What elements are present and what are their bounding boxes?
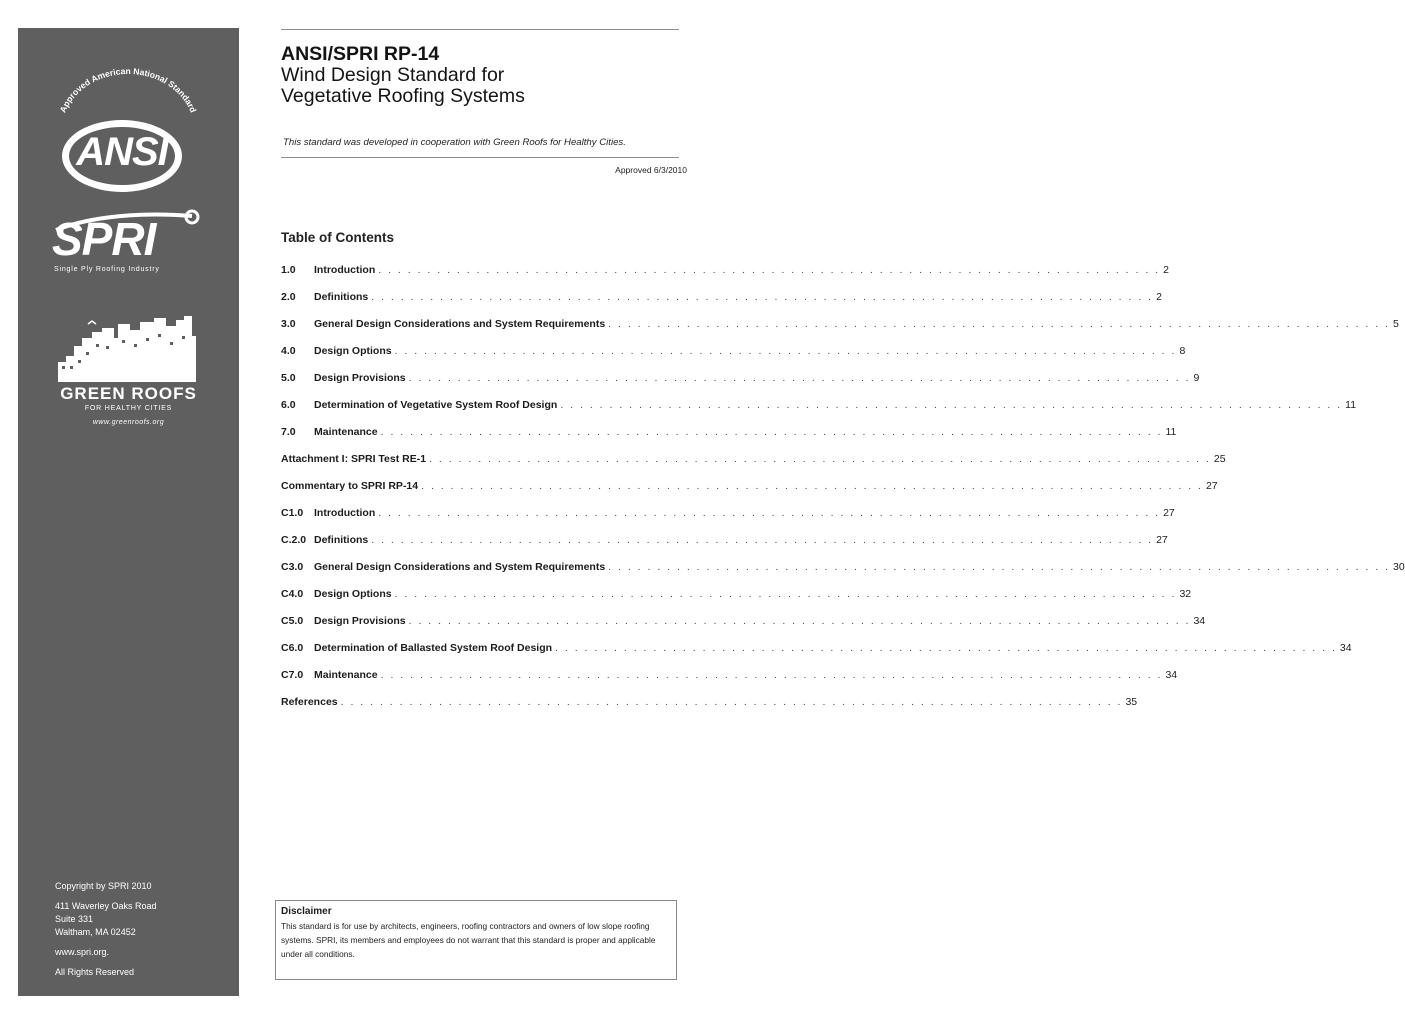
approved-date: Approved 6/3/2010 <box>615 165 687 175</box>
toc-entry[interactable] <box>281 318 1399 334</box>
toc-entry[interactable] <box>281 588 1192 604</box>
toc-entry-page: 11 <box>1345 399 1357 411</box>
toc-entry-title: Determination of Vegetative System Roof Design <box>314 399 558 411</box>
toc-entry-page: 8 <box>1179 345 1186 357</box>
toc-entry-page: 2 <box>1156 291 1162 303</box>
toc-entry-page: 34 <box>1165 669 1178 681</box>
toc-entry-title: Introduction <box>314 507 376 519</box>
toc-entry-title: Design Provisions <box>314 372 406 384</box>
toc-entry[interactable] <box>281 372 1200 388</box>
ansi-logo <box>18 65 239 198</box>
toc-entry-number: C3.0 <box>281 561 304 573</box>
toc-dot-leader: . . . . . . . . . . . . . . . . . . . . . . . . . . . . . . . . . . . . . . . . . . . . . . . . . . . . . . . . . . . . . . . . . . . . . . . . . . . . . . . . <box>394 588 1177 600</box>
green-roofs-subtitle: FOR HEALTHY CITIES <box>84 405 173 412</box>
green-roofs-logo <box>18 316 239 436</box>
title-line-3: Vegetative Roofing Systems <box>281 85 525 107</box>
toc-entry-page: 2 <box>1163 264 1169 276</box>
toc-entry-number: 6.0 <box>281 399 296 411</box>
toc-entry-title: Definitions <box>314 291 369 303</box>
toc-entry-number: C7.0 <box>281 669 304 681</box>
toc-dot-leader: . . . . . . . . . . . . . . . . . . . . . . . . . . . . . . . . . . . . . . . . . . . . . . . . . . . . . . . . . . . . . . . . . . . . . . . . . . . . . . . . <box>378 264 1161 276</box>
address-line-1: 411 Waverley Oaks Road <box>55 901 157 911</box>
toc-entry-number: C4.0 <box>281 588 304 600</box>
toc-entry-page: 30 <box>1393 561 1405 573</box>
toc-entry[interactable] <box>281 696 1138 712</box>
toc-entry-page: 34 <box>1339 642 1352 654</box>
toc-entry[interactable] <box>281 642 1352 658</box>
toc-dot-leader: . . . . . . . . . . . . . . . . . . . . . . . . . . . . . . . . . . . . . . . . . . . . . . . . . . . . . . . . . . . . . . . . . . . . . . . . . . . . . . . . <box>608 561 1391 573</box>
toc-entry-title: General Design Considerations and System Requirements <box>314 561 606 573</box>
toc-entry[interactable] <box>281 291 1162 307</box>
toc-entry-title: General Design Considerations and System Requirements <box>314 318 606 330</box>
toc-entry-number: C1.0 <box>281 507 304 519</box>
toc-entry-number: 2.0 <box>281 291 296 303</box>
toc-dot-leader: . . . . . . . . . . . . . . . . . . . . . . . . . . . . . . . . . . . . . . . . . . . . . . . . . . . . . . . . . . . . . . . . . . . . . . . . . . . . . . . . <box>408 615 1191 627</box>
toc-dot-leader: . . . . . . . . . . . . . . . . . . . . . . . . . . . . . . . . . . . . . . . . . . . . . . . . . . . . . . . . . . . . . . . . . . . . . . . . . . . . . . . . <box>608 318 1391 330</box>
toc-dot-leader: . . . . . . . . . . . . . . . . . . . . . . . . . . . . . . . . . . . . . . . . . . . . . . . . . . . . . . . . . . . . . . . . . . . . . . . . . . . . . . . . <box>380 426 1163 438</box>
toc-entry-title: Introduction <box>314 264 376 276</box>
toc-entry-number: 4.0 <box>281 345 296 357</box>
disclaimer-body: This standard is for use by architects, engineers, roofing contractors and owners of low slope roofing systems. SPRI, its members and employees do not warrant that this standard is proper and applicable under all conditions. <box>281 921 656 959</box>
toc-dot-leader: . . . . . . . . . . . . . . . . . . . . . . . . . . . . . . . . . . . . . . . . . . . . . . . . . . . . . . . . . . . . . . . . . . . . . . . . . . . . . . . . <box>408 372 1191 384</box>
spri-wordmark: SPRI <box>52 213 156 265</box>
city-skyline-icon <box>58 316 198 382</box>
toc-entry-number: C6.0 <box>281 642 304 654</box>
toc-entry-number: 7.0 <box>281 426 296 438</box>
toc-dot-leader: . . . . . . . . . . . . . . . . . . . . . . . . . . . . . . . . . . . . . . . . . . . . . . . . . . . . . . . . . . . . . . . . . . . . . . . . . . . . . . . . <box>421 480 1203 492</box>
toc-entry-title: References <box>281 696 338 708</box>
toc-entry-page: 35 <box>1125 696 1138 708</box>
spri-logo <box>18 214 239 284</box>
toc-entry[interactable] <box>281 426 1177 442</box>
toc-dot-leader: . . . . . . . . . . . . . . . . . . . . . . . . . . . . . . . . . . . . . . . . . . . . . . . . . . . . . . . . . . . . . . . . . . . . . . . . . . . . . . . . <box>380 669 1163 681</box>
address-line-2: Suite 331 <box>55 914 94 924</box>
toc-entry[interactable] <box>281 534 1168 550</box>
toc-entry-number: 3.0 <box>281 318 296 330</box>
svg-text:Approved American National Sta: Approved American National Standard <box>57 65 199 115</box>
toc-heading: Table of Contents <box>281 230 394 245</box>
sidebar-contact-info <box>55 880 157 979</box>
toc-entry[interactable] <box>281 615 1206 631</box>
toc-dot-leader: . . . . . . . . . . . . . . . . . . . . . . . . . . . . . . . . . . . . . . . . . . . . . . . . . . . . . . . . . . . . . . . . . . . . . . . . . . . . . . . . <box>429 453 1211 465</box>
toc-entry-title: Commentary to SPRI RP-14 <box>281 480 419 492</box>
toc-entry-page: 27 <box>1163 507 1175 519</box>
toc-dot-leader: . . . . . . . . . . . . . . . . . . . . . . . . . . . . . . . . . . . . . . . . . . . . . . . . . . . . . . . . . . . . . . . . . . . . . . . . . . . . . . . . <box>560 399 1343 411</box>
document-title <box>281 44 687 107</box>
ansi-wordmark: ANSI <box>76 130 168 174</box>
spri-tagline: Single Ply Roofing Industry <box>54 266 160 273</box>
toc-entry-number: C5.0 <box>281 615 304 627</box>
website-link[interactable]: www.spri.org. <box>55 947 110 957</box>
green-roofs-title: GREEN ROOFS <box>60 384 197 403</box>
sidebar <box>18 28 239 996</box>
toc-entry-page: 27 <box>1156 534 1168 546</box>
toc-entry[interactable] <box>281 345 1186 361</box>
top-divider <box>281 29 679 30</box>
cooperation-note: This standard was developed in cooperation with Green Roofs for Healthy Cities. <box>283 137 626 148</box>
toc-entry[interactable] <box>281 264 1169 280</box>
toc-entry-page: 5 <box>1393 318 1399 330</box>
toc-entry[interactable] <box>281 561 1405 577</box>
toc-entry[interactable] <box>281 399 1357 415</box>
rights-text: All Rights Reserved <box>55 967 135 977</box>
toc-entry-page: 27 <box>1205 480 1218 492</box>
copyright-text: Copyright by SPRI 2010 <box>55 881 152 891</box>
toc-entry-page: 9 <box>1193 372 1200 384</box>
toc-entry-title: Determination of Ballasted System Roof Design <box>314 642 553 654</box>
subtitle-divider <box>281 157 679 158</box>
toc-entry[interactable] <box>281 669 1178 685</box>
toc-dot-leader: . . . . . . . . . . . . . . . . . . . . . . . . . . . . . . . . . . . . . . . . . . . . . . . . . . . . . . . . . . . . . . . . . . . . . . . . . . . . . . . . <box>378 507 1161 519</box>
toc-entry-title: Definitions <box>314 534 369 546</box>
toc-dot-leader: . . . . . . . . . . . . . . . . . . . . . . . . . . . . . . . . . . . . . . . . . . . . . . . . . . . . . . . . . . . . . . . . . . . . . . . . . . . . . . . . <box>340 696 1123 708</box>
toc-entry-title: Maintenance <box>314 669 378 681</box>
disclaimer-box <box>275 900 677 980</box>
disclaimer-title: Disclaimer <box>281 906 332 917</box>
toc-entry-page: 32 <box>1179 588 1192 600</box>
green-roofs-url[interactable]: www.greenroofs.org <box>92 419 165 426</box>
toc-entry-title: Design Provisions <box>314 615 406 627</box>
toc-entry-title: Design Options <box>314 588 392 600</box>
toc-dot-leader: . . . . . . . . . . . . . . . . . . . . . . . . . . . . . . . . . . . . . . . . . . . . . . . . . . . . . . . . . . . . . . . . . . . . . . . . . . . . . . . . <box>371 534 1154 546</box>
toc-dot-leader: . . . . . . . . . . . . . . . . . . . . . . . . . . . . . . . . . . . . . . . . . . . . . . . . . . . . . . . . . . . . . . . . . . . . . . . . . . . . . . . . <box>394 345 1177 357</box>
toc-entry-page: 25 <box>1213 453 1226 465</box>
toc-entry[interactable] <box>281 480 1218 496</box>
toc-dot-leader: . . . . . . . . . . . . . . . . . . . . . . . . . . . . . . . . . . . . . . . . . . . . . . . . . . . . . . . . . . . . . . . . . . . . . . . . . . . . . . . . <box>371 291 1154 303</box>
toc-entry-number: 5.0 <box>281 372 296 384</box>
toc-entry-page: 11 <box>1165 426 1177 438</box>
toc-entry-title: Attachment I: SPRI Test RE-1 <box>281 453 427 465</box>
toc-entry-number: 1.0 <box>281 264 296 276</box>
toc-entry[interactable] <box>281 507 1175 523</box>
toc-dot-leader: . . . . . . . . . . . . . . . . . . . . . . . . . . . . . . . . . . . . . . . . . . . . . . . . . . . . . . . . . . . . . . . . . . . . . . . . . . . . . . . . <box>555 642 1337 654</box>
address-line-3: Waltham, MA 02452 <box>55 927 136 937</box>
toc-entry-number: C.2.0 <box>281 534 307 546</box>
title-line-1: ANSI/SPRI RP-14 <box>281 43 440 65</box>
toc-entry-title: Maintenance <box>314 426 378 438</box>
title-line-2: Wind Design Standard for <box>281 64 505 86</box>
toc-entry[interactable] <box>281 453 1226 469</box>
toc-entry-title: Design Options <box>314 345 392 357</box>
toc-entry-page: 34 <box>1193 615 1206 627</box>
